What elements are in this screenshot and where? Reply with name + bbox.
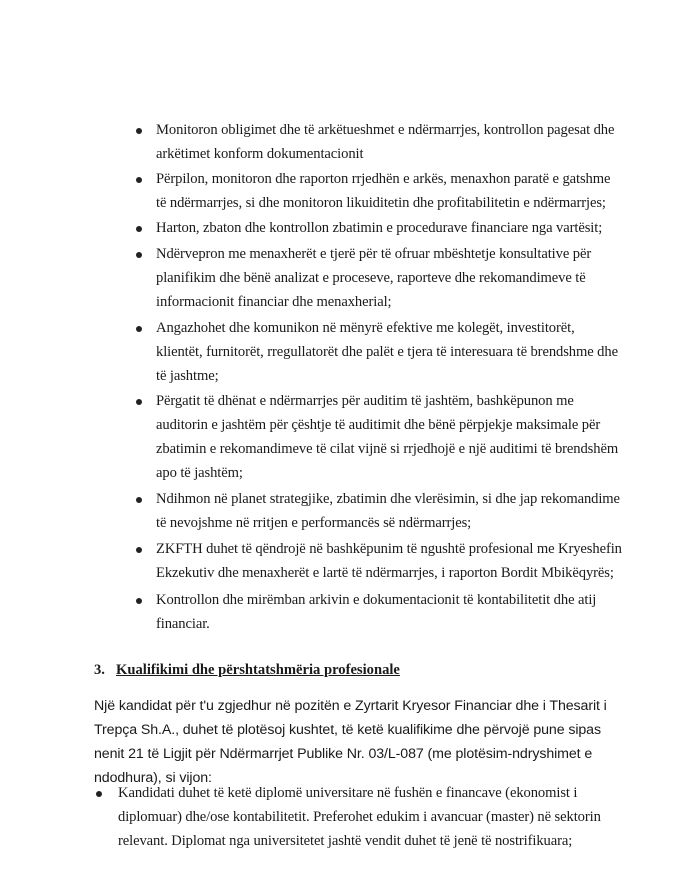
section-title: Kualifikimi dhe përshtatshmëria profesionale	[116, 662, 400, 678]
list-item-text: Ndërvepron me menaxherët e tjerë për të ofruar mbështetje konsultative për planifikim dhe bënë analizat e proceseve, raporteve dhe rekomandimeve të informacionit financiar dhe menaxherial;	[156, 246, 592, 310]
bullet-icon	[136, 547, 142, 553]
section-heading	[94, 660, 400, 680]
list-item-text: Monitoron obligimet dhe të arkëtueshmet e ndërmarrjes, kontrollon pagesat dhe arkëtimet konform dokumentacionit	[156, 122, 615, 162]
list-item-text: Harton, zbaton dhe kontrollon zbatimin e procedurave financiare nga vartësit;	[156, 220, 603, 236]
section-number: 3.	[94, 662, 105, 678]
bullet-icon	[136, 252, 142, 258]
list-item-text: Angazhohet dhe komunikon në mënyrë efektive me kolegët, investitorët, klientët, furnitorët, rregullatorët dhe palët e tjera të interesuara të brendshme dhe të jashtme;	[156, 320, 618, 384]
bullet-icon	[136, 177, 142, 183]
bullet-icon	[136, 598, 142, 604]
list-item-text: Kontrollon dhe mirëmban arkivin e dokumentacionit të kontabilitetit dhe atij financiar.	[156, 592, 597, 632]
bullet-icon	[136, 399, 142, 405]
intro-paragraph: Një kandidat për t'u zgjedhur në pozitën e Zyrtarit Kryesor Financiar dhe i Thesarit i Trepça Sh.A., duhet të plotësoj kushtet, të ketë kualifikime dhe përvojë pune sipas nenit 21 të Ligjit për Ndërmarrjet Publike Nr. 03/L-087 (me plotësim-ndryshimet e ndodhura), si vijon:	[94, 698, 607, 786]
list-item-text: ZKFTH duhet të qëndrojë në bashkëpunim të ngushtë profesional me Kryeshefin Ekzekutiv dhe menaxherët e lartë të ndërmarrjes, i raporton Bordit Mbikëqyrës;	[156, 541, 622, 581]
bullet-icon	[96, 791, 102, 797]
list-item-text: Kandidati duhet të ketë diplomë universitare në fushën e financave (ekonomist i diplomuar) dhe/ose kontabilitetit. Preferohet edukim i avancuar (master) në sektorin relevant. Diplomat nga universitetet jashtë vendit duhet të jenë të nostrifikuara;	[118, 785, 601, 849]
bullet-icon	[136, 326, 142, 332]
bullet-icon	[136, 128, 142, 134]
list-item-text: Përgatit të dhënat e ndërmarrjes për auditim të jashtëm, bashkëpunon me auditorin e jashtëm për çështje të auditimit dhe bënë përpjekje maksimale për zbatimin e rekomandimeve të cilat vijnë si rrjedhojë e një auditimi të brendshëm apo të jashtëm;	[156, 393, 619, 481]
list-item-text: Përpilon, monitoron dhe raporton rrjedhën e arkës, menaxhon paratë e gatshme të ndërmarrjes, si dhe monitoron likuiditetin dhe profitabilitetin e ndërmarrjes;	[156, 171, 611, 211]
bullet-icon	[136, 497, 142, 503]
list-item-text: Ndihmon në planet strategjike, zbatimin dhe vlerësimin, si dhe jap rekomandime të nevojshme në rritjen e performancës së ndërmarrjes;	[156, 491, 620, 531]
bullet-icon	[136, 226, 142, 232]
